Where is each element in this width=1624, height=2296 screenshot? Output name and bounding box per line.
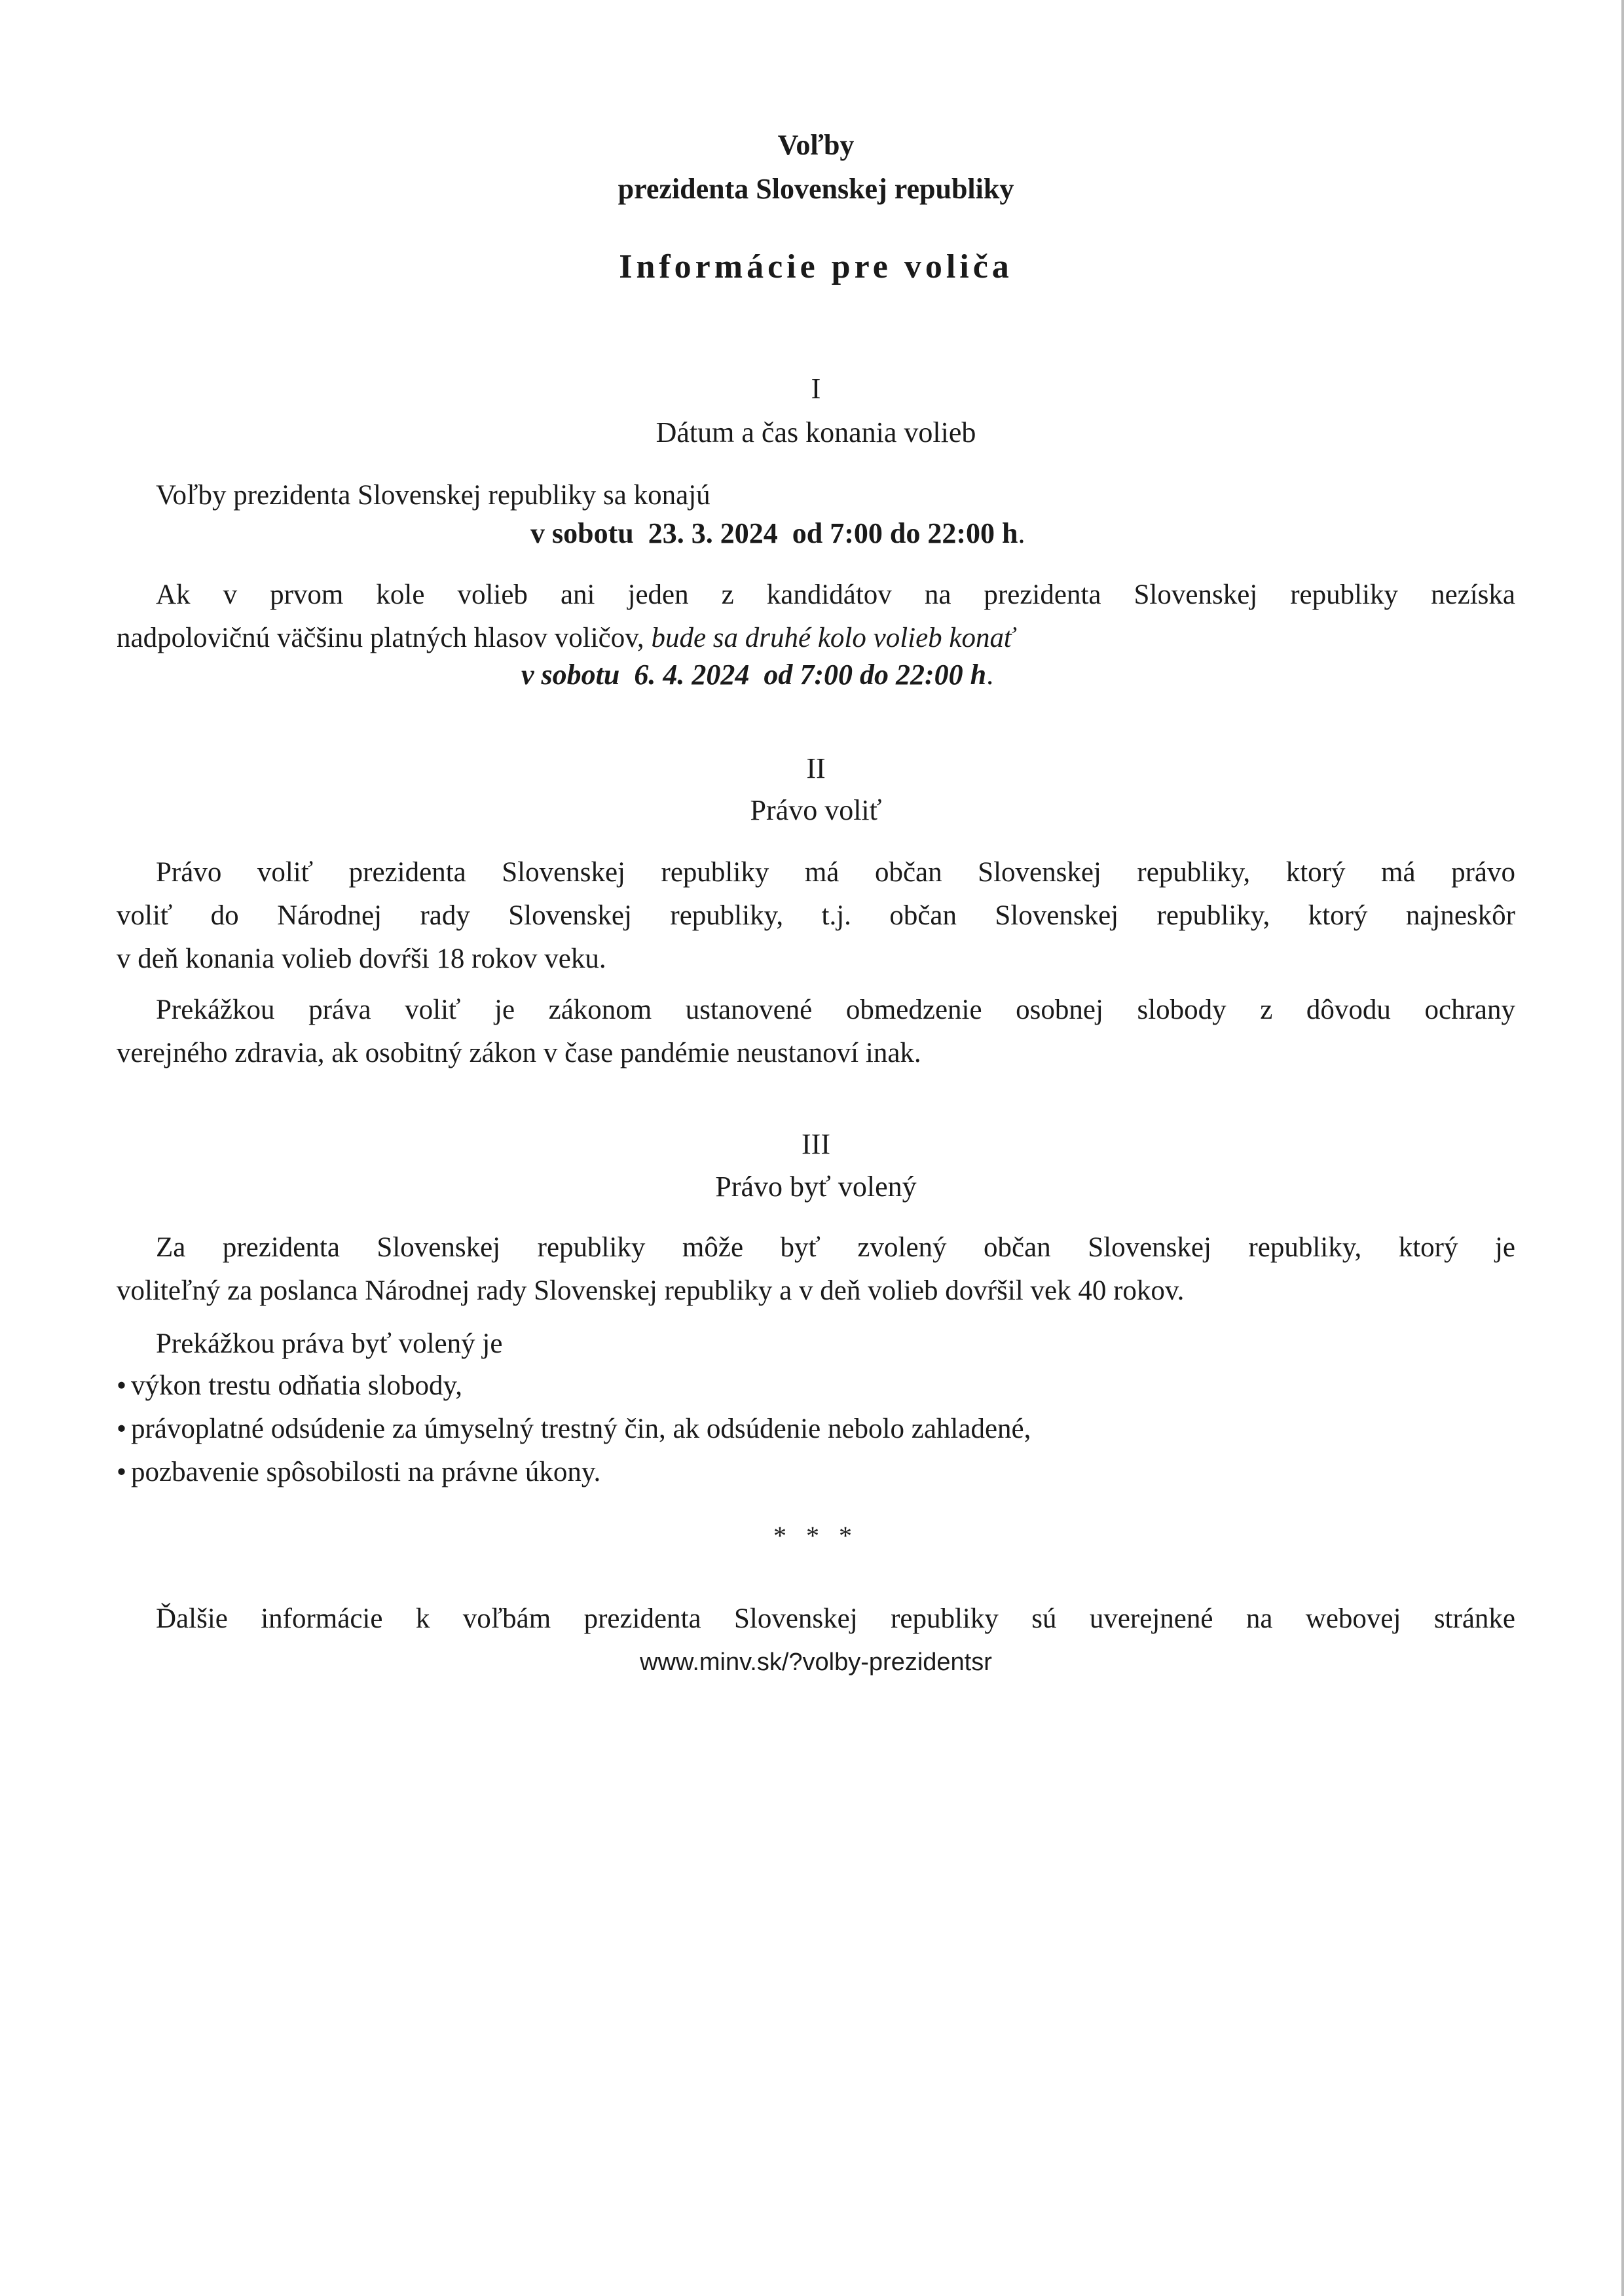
bullet-icon: • (117, 1413, 127, 1444)
section2-p1-line2: voliť do Národnej rady Slovenskej republiky, t.j. občan Slovenskej republiky, ktorý najneskôr (117, 900, 1515, 931)
section2-p1-line1: Právo voliť prezidenta Slovenskej republiky má občan Slovenskej republiky, ktorý má právo (156, 857, 1515, 888)
header-line2: prezidenta Slovenskej republiky (618, 173, 1014, 205)
section2-number: II (806, 752, 826, 784)
header-line1: Voľby (777, 129, 855, 161)
section3-p1-line1: Za prezidenta Slovenskej republiky môže byť zvolený občan Slovenskej republiky, ktorý je (156, 1232, 1515, 1263)
date1-value: 23. 3. 2024 (648, 517, 778, 549)
section3-paragraph1 (117, 1226, 1515, 1313)
section1-p2-line1: Ak v prvom kole volieb ani jeden z kandidátov na prezidenta Slovenskej republiky nezíska (156, 579, 1515, 610)
date1-prefix: v sobotu (530, 517, 634, 549)
section1-first-round-date: v sobotu 23. 3. 2024 od 7:00 do 22:00 h. (530, 517, 1025, 549)
section2-p2-line1: Prekážkou práva voliť je zákonom ustanovené obmedzenie osobnej slobody z dôvodu ochrany (156, 994, 1515, 1025)
list-item (117, 1408, 1515, 1451)
section1-p2-line2 (117, 617, 1515, 660)
list-item (117, 1451, 1515, 1494)
section1-paragraph1 (117, 474, 1515, 517)
separator: * * * (773, 1521, 858, 1550)
date1-time: od 7:00 do 22:00 h (792, 517, 1018, 549)
date2-time: od 7:00 do 22:00 h (764, 659, 987, 691)
section1-paragraph2 (117, 574, 1515, 660)
section3-intro (117, 1322, 1515, 1366)
list-item-text: právoplatné odsúdenie za úmyselný trestný čin, ak odsúdenie nebolo zahladené, (131, 1413, 1031, 1444)
section2-title: Právo voliť (750, 794, 882, 826)
footer-url: www.minv.sk/?volby-prezidentsr (640, 1649, 992, 1676)
section3-intro-text: Prekážkou práva byť volený je (156, 1328, 503, 1359)
list-item (117, 1364, 1515, 1408)
page-edge (1621, 0, 1624, 2296)
section3-title: Právo byť volený (715, 1171, 917, 1203)
section1-title: Dátum a čas konania volieb (655, 416, 976, 448)
section1-second-round-date: v sobotu 6. 4. 2024 od 7:00 do 22:00 h. (521, 659, 994, 691)
section2-paragraph1 (117, 851, 1515, 981)
bullet-icon: • (117, 1457, 127, 1487)
section1-number: I (811, 373, 821, 405)
date2-value: 6. 4. 2024 (634, 659, 750, 691)
section3-p1-line2: voliteľný za poslanca Národnej rady Slovenskej republiky a v deň volieb dovŕšil vek 40 rokov. (117, 1275, 1185, 1306)
list-item-text: pozbavenie spôsobilosti na právne úkony. (131, 1457, 601, 1487)
bullet-icon: • (117, 1370, 127, 1401)
list-item-text: výkon trestu odňatia slobody, (131, 1370, 462, 1401)
date2-prefix: v sobotu (521, 659, 620, 691)
section1-p2-line2-plain: nadpolovičnú väčšinu platných hlasov voličov, (117, 623, 644, 653)
section2-p1-line3: v deň konania volieb dovŕši 18 rokov veku. (117, 943, 606, 974)
document-title: Informácie pre voliča (619, 248, 1013, 285)
section1-p1-text: Voľby prezidenta Slovenskej republiky sa konajú (156, 480, 710, 511)
section3-bullet-list (117, 1364, 1515, 1494)
section2-p2-line2: verejného zdravia, ak osobitný zákon v čase pandémie neustanoví inak. (117, 1038, 921, 1068)
footer-text: Ďalšie informácie k voľbám prezidenta Slovenskej republiky sú uverejnené na webovej stránke (156, 1603, 1515, 1634)
section3-number: III (802, 1128, 830, 1160)
section2-paragraph2 (117, 989, 1515, 1075)
footer-text-block (117, 1597, 1515, 1641)
section1-p2-line2-italic: bude sa druhé kolo volieb konať (651, 623, 1014, 653)
